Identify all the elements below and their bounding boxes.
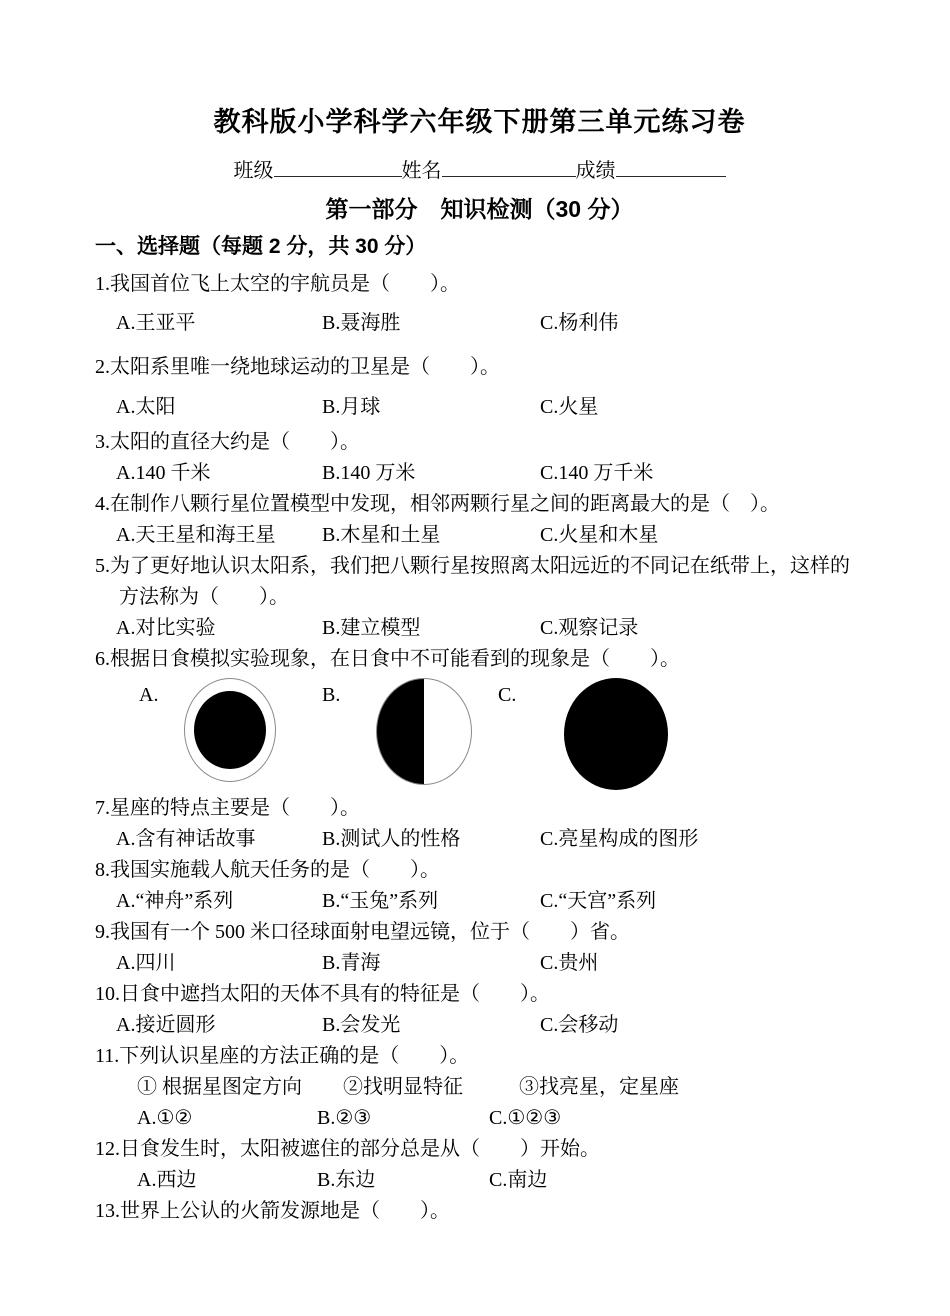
question-9-option-A: A.四川: [116, 952, 176, 974]
question-2-option-A: A.太阳: [116, 396, 176, 418]
question-11-numbered-item-3: ③找亮星，定星座: [519, 1076, 679, 1098]
question-1-option-C: C.杨利伟: [540, 312, 619, 334]
question-8-options: [95, 886, 864, 917]
question-13: [95, 1196, 864, 1227]
question-9-options: [95, 948, 864, 979]
question-11-options: [95, 1103, 864, 1134]
question-11-option-B: B.②③: [317, 1107, 372, 1129]
page-title: 教科版小学科学六年级下册第三单元练习卷: [213, 107, 746, 137]
question-7-options: [95, 824, 864, 855]
question-10-text: 10.日食中遮挡太阳的天体不具有的特征是（ ）。: [95, 983, 550, 1005]
question-2-option-B: B.月球: [322, 396, 381, 418]
question-5-option-C: C.观察记录: [540, 617, 639, 639]
question-5-option-A: A.对比实验: [116, 617, 216, 639]
question-10-option-A: A.接近圆形: [116, 1014, 216, 1036]
question-11: [95, 1041, 864, 1134]
question-12-options: [95, 1165, 864, 1196]
question-12-text: 12.日食发生时，太阳被遮住的部分总是从（ ）开始。: [95, 1138, 600, 1160]
question-1-text: 1.我国首位飞上太空的宇航员是（ ）。: [95, 273, 460, 295]
question-4-option-A: A.天王星和海王星: [116, 524, 276, 546]
figure-b-label: B.: [322, 684, 341, 706]
question-12-option-C: C.南边: [489, 1169, 548, 1191]
question-1-option-A: A.王亚平: [116, 312, 196, 334]
question-12-option-B: B.东边: [317, 1169, 376, 1191]
question-8: [95, 855, 864, 917]
question-3-options: [95, 458, 864, 489]
question-3-option-B: B.140 万米: [322, 462, 416, 484]
question-4-options: [95, 520, 864, 551]
total-eclipse-figure: [564, 678, 668, 790]
question-7-option-C: C.亮星构成的图形: [540, 828, 699, 850]
question-1-option-B: B.聂海胜: [322, 312, 401, 334]
question-10: [95, 979, 864, 1041]
question-4-option-B: B.木星和土星: [322, 524, 441, 546]
question-3-option-A: A.140 千米: [116, 462, 211, 484]
question-9: [95, 917, 864, 979]
question-9-text: 9.我国有一个 500 米口径球面射电望远镜，位于（ ）省。: [95, 921, 630, 943]
question-12-option-A: A.西边: [137, 1169, 197, 1191]
question-7-option-A: A.含有神话故事: [116, 828, 256, 850]
question-1-options: [95, 308, 864, 339]
question-6-text: 6.根据日食模拟实验现象，在日食中不可能看到的现象是（ ）。: [95, 648, 680, 670]
question-7: [95, 793, 864, 855]
annular-eclipse-figure: [184, 678, 276, 782]
name-blank-line: [442, 156, 576, 177]
question-8-option-A: A.“神舟”系列: [116, 890, 234, 912]
question-11-text: 11.下列认识星座的方法正确的是（ ）。: [95, 1045, 470, 1067]
question-1: [95, 269, 864, 339]
question-9-option-C: C.贵州: [540, 952, 599, 974]
score-label: 成绩: [575, 160, 616, 182]
question-5-text: 5.为了更好地认识太阳系，我们把八颗行星按照离太阳远近的不同记在纸带上，这样的方法称为（ ）。: [95, 555, 850, 608]
question-10-options: [95, 1010, 864, 1041]
score-blank-line: [616, 156, 726, 177]
class-blank-line: [274, 156, 402, 177]
figure-c-label: C.: [498, 684, 517, 706]
question-11-numbered-items: [95, 1072, 864, 1103]
question-8-option-B: B.“玉兔”系列: [322, 890, 439, 912]
question-13-text: 13.世界上公认的火箭发源地是（ ）。: [95, 1200, 450, 1222]
question-12: [95, 1134, 864, 1196]
class-label: 班级: [233, 160, 274, 182]
question-5-option-B: B.建立模型: [322, 617, 421, 639]
question-3: [95, 427, 864, 489]
question-5-options: [95, 613, 864, 644]
question-2-options: [95, 392, 864, 423]
question-11-numbered-item-1: ① 根据星图定方向: [137, 1076, 302, 1098]
questions-1-to-6: [95, 269, 864, 675]
student-info-row: [95, 156, 864, 186]
name-label: 姓名: [401, 160, 442, 182]
question-4-text: 4.在制作八颗行星位置模型中发现，相邻两颗行星之间的距离最大的是（ ）。: [95, 493, 780, 515]
question-6-figures: [95, 678, 864, 790]
part-heading: 第一部分 知识检测（30 分）: [325, 196, 634, 222]
question-7-text: 7.星座的特点主要是（ ）。: [95, 797, 360, 819]
question-9-option-B: B.青海: [322, 952, 381, 974]
questions-7-to-13: [95, 793, 864, 1227]
question-11-numbered-item-2: ②找明显特征: [343, 1076, 463, 1098]
figure-a-label: A.: [139, 684, 159, 706]
question-3-text: 3.太阳的直径大约是（ ）。: [95, 431, 360, 453]
question-4: [95, 489, 864, 551]
question-7-option-B: B.测试人的性格: [322, 828, 461, 850]
question-2: [95, 352, 864, 423]
question-4-option-C: C.火星和木星: [540, 524, 659, 546]
question-2-option-C: C.火星: [540, 396, 599, 418]
question-8-option-C: C.“天宫”系列: [540, 890, 657, 912]
question-2-text: 2.太阳系里唯一绕地球运动的卫星是（ ）。: [95, 356, 500, 378]
question-3-option-C: C.140 万千米: [540, 462, 654, 484]
section-heading: 一、选择题（每题 2 分，共 30 分）: [95, 235, 427, 258]
question-11-option-C: C.①②③: [489, 1107, 562, 1129]
question-8-text: 8.我国实施载人航天任务的是（ ）。: [95, 859, 440, 881]
question-11-option-A: A.①②: [137, 1107, 193, 1129]
half-eclipse-figure: [376, 678, 472, 785]
question-10-option-B: B.会发光: [322, 1014, 401, 1036]
question-10-option-C: C.会移动: [540, 1014, 619, 1036]
question-6: [95, 644, 864, 675]
question-5: [95, 551, 864, 644]
